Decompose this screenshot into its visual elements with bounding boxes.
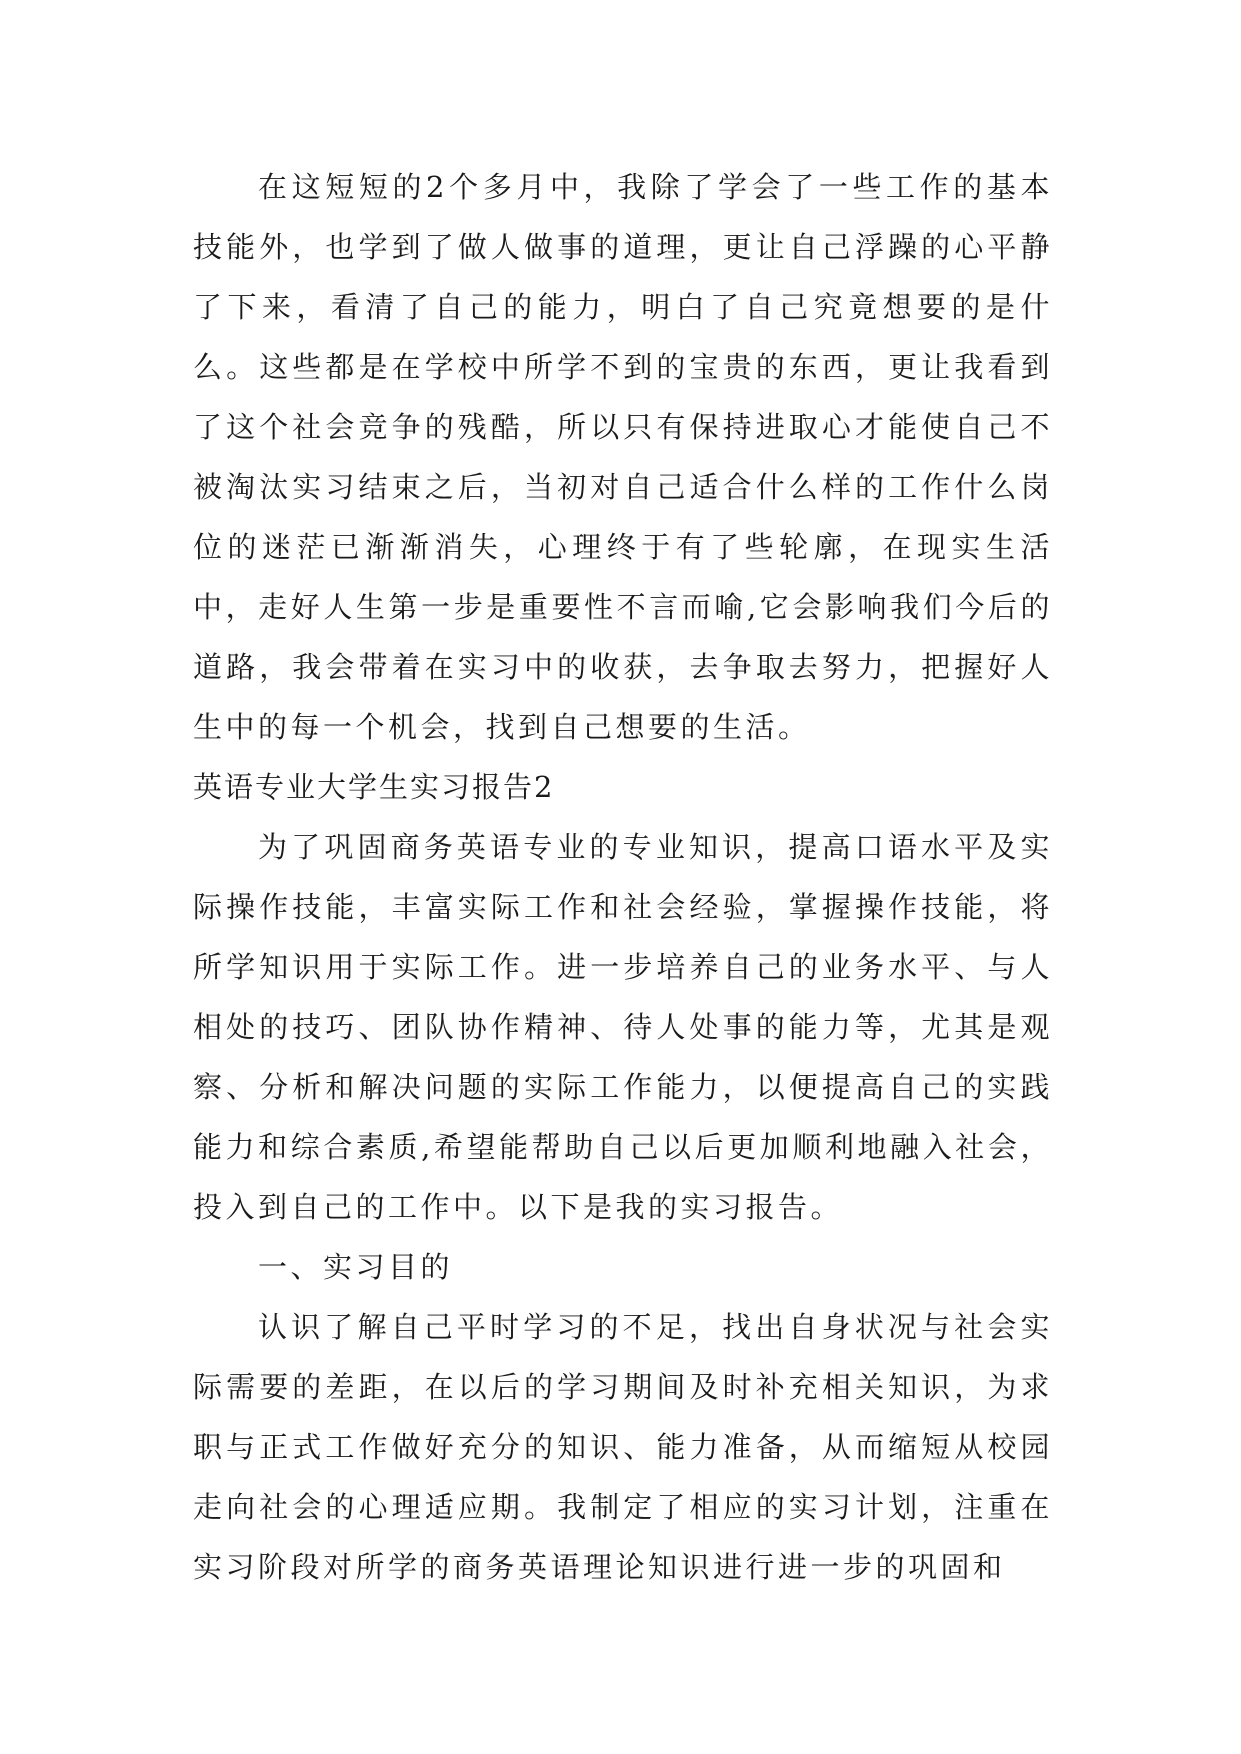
paragraph-internship-purpose-intro: 为了巩固商务英语专业的专业知识，提高口语水平及实际操作技能，丰富实际工作和社会经验，掌握操作技能，将所学知识用于实际工作。进一步培养自己的业务水平、与人相处的技巧、团队协作精神、待人处事的能力等，尤其是观察、分析和解决问题的实际工作能力，以便提高自己的实践能力和综合素质,希望能帮助自己以后更加顺利地融入社会，投入到自己的工作中。以下是我的实习报告。 xyxy=(193,830,1053,1224)
section-title: 英语专业大学生实习报告2 xyxy=(193,770,555,804)
document-body xyxy=(193,157,1053,1597)
subheading-internship-goal: 一、实习目的 xyxy=(258,1250,454,1284)
paragraph-internship-reflection: 在这短短的2个多月中，我除了学会了一些工作的基本技能外，也学到了做人做事的道理，更让自己浮躁的心平静了下来，看清了自己的能力，明白了自己究竟想要的是什么。这些都是在学校中所学不到的宝贵的东西，更让我看到了这个社会竞争的残酷，所以只有保持进取心才能使自己不被淘汰实习结束之后，当初对自己适合什么样的工作什么岗位的迷茫已渐渐消失，心理终于有了些轮廓，在现实生活中，走好人生第一步是重要性不言而喻,它会影响我们今后的道路，我会带着在实习中的收获，去争取去努力，把握好人生中的每一个机会，找到自己想要的生活。 xyxy=(193,170,1053,744)
paragraph-internship-goal: 认识了解自己平时学习的不足，找出自身状况与社会实际需要的差距，在以后的学习期间及时补充相关知识，为求职与正式工作做好充分的知识、能力准备，从而缩短从校园走向社会的心理适应期。我制定了相应的实习计划，注重在实习阶段对所学的商务英语理论知识进行进一步的巩固和 xyxy=(193,1310,1053,1584)
